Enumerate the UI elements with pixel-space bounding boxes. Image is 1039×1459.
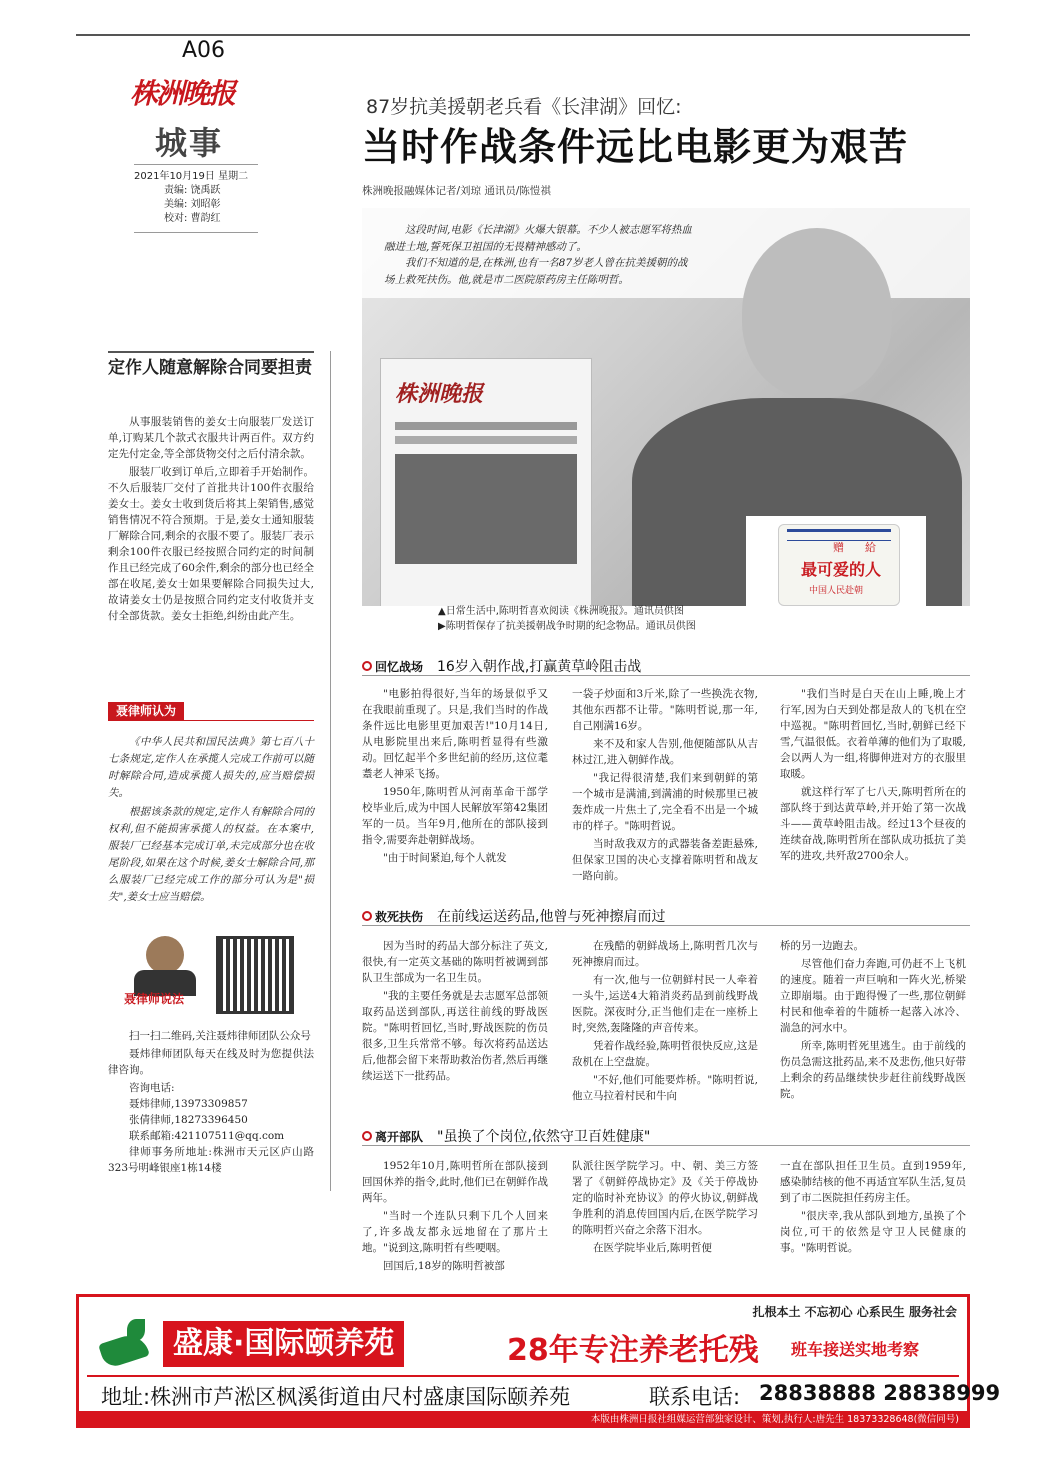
- contact-line: 联系邮箱:421107511@qq.com: [129, 1130, 285, 1142]
- mug-photo: [746, 516, 926, 606]
- circle-icon: [362, 1131, 372, 1141]
- intro-para: 这段时间,电影《长津湖》火爆大银幕。不少人被志愿军将热血融进土地,誓死保卫祖国的无畏精神感动了。: [384, 224, 692, 253]
- mug-text-2: 給: [865, 541, 876, 554]
- contact-line: 律师事务所地址:株洲市天元区庐山路323号明峰银座1栋14楼: [108, 1146, 314, 1174]
- section-2-col-1: 因为当时的药品大部分标注了英文,很快,有一定英文基础的陈明哲被调到部队卫生部成为一名卫生员。 "我的主要任务就是去志愿军总部领取药品送到部队,再送往前线的野战医院。"陈明哲回忆,当时,野战医院的伤员很多,卫生兵常常不够。每次将药品送达后,他都会留下来帮助救治伤者,然后再继续运送下一批药品。: [362, 940, 548, 1082]
- lawyer-heading: 聂律师认为: [108, 702, 184, 720]
- section-header-2: [362, 906, 665, 926]
- editor-2: 美编: 刘昭彰: [164, 199, 221, 210]
- newspaper-prop-title: 株洲晚报: [395, 381, 484, 407]
- contact-line: 咨询电话:: [129, 1082, 175, 1094]
- section-title: 16岁入朝作战,打赢黄草岭阻击战: [437, 659, 642, 675]
- top-rule: [76, 34, 970, 36]
- caption: ▶陈明哲保存了抗美援朝战争时期的纪念物品。通讯员供图: [438, 621, 696, 632]
- section-2-col-3: 桥的另一边跑去。 尽管他们奋力奔跑,可仍赶不上飞机的速度。随着一声巨响和一阵火光,桥梁立即崩塌。由于跑得慢了一些,那位朝鲜村民和他牵着的牛随桥一起落入冰冷、湍急的河水中。 所幸,陈明哲死里逃生。由于前线的伤员急需这批药品,来不及悲伤,他只好带上剩余的药品继续快步赶往前线野战医院。: [780, 940, 966, 1100]
- kicker: 87岁抗美援朝老兵看《长津湖》回忆:: [366, 96, 682, 118]
- issue-date: 2021年10月19日 星期二: [134, 171, 249, 182]
- editor-3: 校对: 曹韵红: [164, 213, 221, 224]
- caption: ▲日常生活中,陈明哲喜欢阅读《株洲晚报》。通讯员供图: [438, 606, 684, 617]
- intro-para: 我们不知道的是,在株洲,也有一名87岁老人曾在抗美援朝的战场上救死扶伤。他,就是市二医院原药房主任陈明哲。: [384, 257, 688, 286]
- section-title: "虽换了个岗位,依然守卫百姓健康": [437, 1129, 651, 1145]
- sidebar-para: 服装厂收到订单后,立即着手开始制作。不久后服装厂交付了首批共计100件衣服给姜女士。姜女士收到货后将其上架销售,感觉销售情况不符合预期。于是,姜女士通知服装厂解除合同,剩余的衣服不要了。服装厂表示剩余100件衣服已经按照合同约定的时间制作且已经完成了60余件,剩余的部分也已经全部在收尾,姜女士如果要解除合同损失过大,故请姜女士仍是按照合同约定支付收货并支付全部货款。姜女士拒绝,纠纷由此产生。: [108, 466, 314, 622]
- contact-line: 聂炜律师,13973309857: [129, 1098, 248, 1110]
- section-1-col-2: 一袋子炒面和3斤米,除了一些换洗衣物,其他东西都不让带。"陈明哲说,那一年,自己刚满16岁。 来不及和家人告别,他便随部队从吉林过江,进入朝鲜作战。 "我记得很清楚,我们来到朝鲜的第一个城市是满浦,到满浦的时候那里已被轰炸成一片焦土了,完全看不出是一个城市的样子。"陈明哲说。 当时敌我双方的武器装备差距悬殊,但保家卫国的决心支撑着陈明哲和战友一路向前。: [572, 688, 758, 882]
- section-name: 城事: [155, 124, 224, 162]
- hand-leaf-logo-icon: [97, 1319, 157, 1371]
- circle-icon: [362, 661, 372, 671]
- ad-address: 地址:株洲市芦淞区枫溪街道由尺村盛康国际颐养苑: [101, 1385, 571, 1409]
- section-1-col-1: "电影拍得很好,当年的场景似乎又在我眼前重现了。只是,我们当时的作战条件远比电影里更加艰苦!"10月14日,从电影院里出来后,陈明哲显得有些激动。回忆起半个多世纪前的经历,这位耄耋老人神采飞扬。 1950年,陈明哲从河南革命干部学校毕业后,成为中国人民解放军第42集团军的一员。当年9月,他所在的部队接到指令,需要奔赴朝鲜战场。 "由于时间紧迫,每个人就发: [362, 688, 548, 864]
- circle-icon: [362, 911, 372, 921]
- section-3-col-3: 一直在部队担任卫生员。直到1959年,感染肺结核的他不再适宜军队生活,复员到了市二医院担任药房主任。 "很庆幸,我从部队到地方,虽换了个岗位,可干的依然是守卫人民健康的事。"陈明哲说。: [780, 1160, 966, 1254]
- ad-phones: 28838888 28838999: [759, 1381, 1001, 1405]
- page-number: A06: [182, 38, 226, 63]
- ad-main: 28年专注养老托残: [507, 1333, 759, 1368]
- lawyer-logo-label: 聂律师说法: [124, 992, 185, 1006]
- lawyer-para: 根据该条款的规定,定作人有解除合同的权利,但不能损害承揽人的权益。在本案中,服装厂已经基本完成订单,未完成部分也在收尾阶段,如果在这个时候,姜女士解除合同,那么服装厂已经完成工作的部分可认为是"损失",姜女士应当赔偿。: [108, 806, 314, 903]
- sidebar-body: [108, 414, 314, 626]
- byline: 株洲晚报融媒体记者/刘琼 通讯员/陈愷祺: [362, 185, 551, 197]
- sidebar-contact: [108, 1028, 314, 1176]
- ad-footer: 本版由株洲日报社组媒运营部独家设计、策划,执行人:唐先生 18373328648(微信同号): [79, 1411, 967, 1428]
- section-tag: 离开部队: [362, 1128, 423, 1145]
- mug: [778, 524, 900, 606]
- contact-para: 扫一扫二维码,关注聂炜律师团队公众号: [129, 1030, 311, 1042]
- lawyer-para: 《中华人民共和国民法典》第七百八十七条规定,定作人在承揽人完成工作前可以随时解除合同,造成承揽人损失的,应当赔偿损失。: [108, 736, 314, 799]
- ad-phone-label: 联系电话:: [649, 1385, 741, 1409]
- section-1-col-3: "我们当时是白天在山上睡,晚上才行军,因为白天到处都是敌人的飞机在空中巡视。"陈明哲回忆,当时,朝鲜已经下雪,气温很低。衣着单薄的他们为了取暖,会以两人为一组,将脚伸进对方的衣服里取暖。 就这样行军了七八天,陈明哲所在的部队终于到达黄草岭,并开始了第一次战斗——黄草岭阻击战。经过13个昼夜的连续奋战,陈明哲所在部队成功抵抗了美军的进攻,共歼敌2700余人。: [780, 688, 966, 862]
- section-tag: 救死扶伤: [362, 908, 423, 925]
- ad-sub: 班车接送实地考察: [791, 1340, 920, 1359]
- masthead-logo: [130, 74, 258, 114]
- section-3-col-1: 1952年10月,陈明哲所在部队接到回国休养的指令,此时,他们已在朝鲜作战两年。 "当时一个连队只剩下几个人回来了,许多战友都永远地留在了那片土地。"说到这,陈明哲有些哽咽。 回国后,18岁的陈明哲被部: [362, 1160, 548, 1272]
- qr-code-icon[interactable]: [216, 936, 294, 1014]
- page-info: [134, 170, 264, 226]
- mug-text-3: 最可爱的人: [801, 560, 882, 579]
- intro: [384, 222, 696, 288]
- section-title: 在前线运送药品,他曾与死神擦肩而过: [437, 909, 666, 925]
- section-tag: 回忆战场: [362, 658, 423, 675]
- section-header-3: [362, 1126, 650, 1146]
- editor-1: 责编: 饶禹跃: [164, 185, 221, 196]
- ad-banner[interactable]: [76, 1294, 1001, 1428]
- section-3-col-2: 队派往医学院学习。中、朝、美三方签署了《朝鲜停战协定》及《关于停战协定的临时补充协议》的停火协议,朝鲜战争胜利的消息传回国内后,在医学院学习的陈明哲兴奋之余落下泪水。 在医学院毕业后,陈明哲便: [572, 1160, 758, 1254]
- lawyer-logo: [124, 934, 206, 1014]
- mug-text-1: 赠: [833, 541, 844, 554]
- ad-slogan: 扎根本土 不忘初心 心系民生 服务社会: [752, 1305, 957, 1319]
- contact-line: 张倩律师,18273396450: [129, 1114, 248, 1126]
- headline: 当时作战条件远比电影更为艰苦: [362, 125, 909, 169]
- section-2-col-2: 在残酷的朝鲜战场上,陈明哲几次与死神擦肩而过。 有一次,他与一位朝鲜村民一人牵着一头牛,运送4大箱消炎药品到前线野战医院。深夜时分,正当他们走在一座桥上时,突然,轰隆隆的声音传来。 凭着作战经验,陈明哲很快反应,这是敌机在上空盘旋。 "不好,他们可能要炸桥。"陈明哲说,他立马拉着村民和牛向: [572, 940, 758, 1102]
- ad-brand: 盛康·国际颐养苑: [163, 1321, 404, 1367]
- lawyer-avatar-icon: [146, 936, 184, 974]
- masthead-text: 株洲晚报: [130, 77, 235, 110]
- person-head: [742, 228, 892, 398]
- sidebar-title: 定作人随意解除合同要担责: [108, 358, 312, 378]
- contact-para: 聂炜律师团队每天在线及时为您提供法律咨询。: [108, 1048, 314, 1076]
- newspaper-prop: [380, 358, 592, 606]
- sidebar-para: 从事服装销售的姜女士向服装厂发送订单,订购某几个款式衣服共计两百件。双方约定先付定金,等全部货物交付之后付清余款。: [108, 416, 314, 460]
- section-header-1: [362, 656, 641, 676]
- lawyer-body: [108, 734, 314, 908]
- mug-text-4: 中国人民赴朝: [809, 586, 864, 596]
- captions: [438, 604, 696, 634]
